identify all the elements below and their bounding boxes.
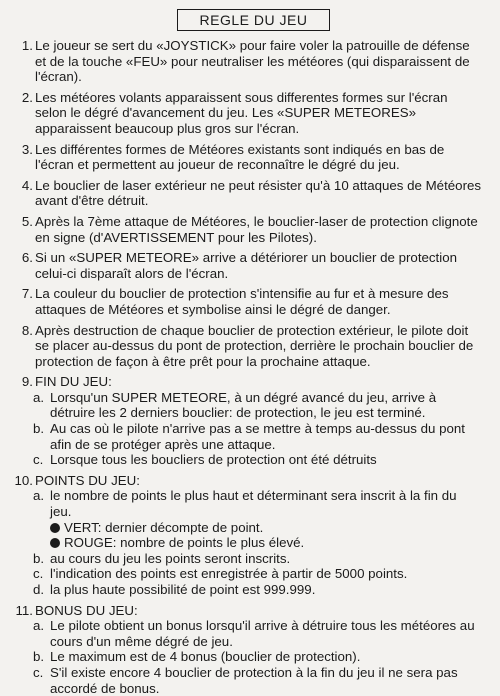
- sub-letter: c.: [33, 566, 44, 582]
- rule-number: 11.: [15, 602, 33, 618]
- rule-item-6: [0, 250, 500, 281]
- sub-item: [0, 421, 500, 452]
- rule-item-9: [0, 374, 500, 390]
- rule-number: 10.: [14, 472, 33, 488]
- rule-item-5: [0, 214, 500, 245]
- rule-text: Après destruction de chaque bouclier de protection extérieur, le pilote doit se placer au-dessus du pont de protection, derrière le prochain bouclier de protection de façon à être prêt pour la prochaine attaque.: [35, 322, 474, 369]
- section-heading: FIN DU JEU:: [35, 374, 112, 390]
- rule-item-1: [0, 38, 500, 85]
- rule-number: 9.: [21, 374, 33, 390]
- rule-item-3: [0, 142, 500, 173]
- sub-text: Le pilote obtient un bonus lorsqu'il arrive à détruire tous les météores au cours d'un même dégré de jeu.: [50, 618, 475, 649]
- sub-letter: b.: [33, 649, 45, 665]
- rule-number: 7.: [21, 286, 33, 302]
- bullet-dot-icon: [50, 538, 60, 548]
- rule-text: Les différentes formes de Météores existants sont indiqués en bas de l'écran et permettent au joueur de reconnaître le dégré du jeu.: [35, 141, 445, 173]
- rule-text: Le joueur se sert du «JOYSTICK» pour faire voler la patrouille de défense et de la touche «FEU» pour neutraliser les météores (qui disparaissent de l'écran).: [35, 38, 470, 85]
- sub-text: le nombre de points le plus haut et déterminant sera inscrit à la fin du jeu.: [50, 488, 457, 520]
- bullet-item-vert: [0, 520, 500, 536]
- sub-letter: c.: [33, 664, 44, 680]
- sub-text: Lorsque tous les boucliers de protection ont été détruits: [50, 452, 377, 468]
- rule-item-4: [0, 178, 500, 209]
- section-heading: BONUS DU JEU:: [35, 602, 138, 618]
- sub-letter: b.: [33, 550, 45, 566]
- rule-text: Après la 7ème attaque de Météores, le bouclier-laser de protection clignote en signe (d'AVERTISSEMENT pour les Pilotes).: [35, 213, 478, 245]
- sub-item: [0, 665, 500, 696]
- rules-list: [0, 38, 500, 696]
- sub-letter: c.: [33, 452, 44, 468]
- bullet-text: VERT: dernier décompte de point.: [64, 519, 264, 535]
- sub-item: [0, 488, 500, 519]
- sub-item: [0, 566, 500, 582]
- rule-number: 8.: [21, 322, 33, 338]
- rule-number: 6.: [21, 250, 33, 266]
- sub-text: Au cas où le pilote n'arrive pas a se mettre à temps au-dessus du pont afin de se protéger après une attaque.: [50, 421, 465, 452]
- sub-item: [0, 390, 500, 421]
- rule-number: 3.: [21, 141, 33, 157]
- rule-number: 1.: [21, 38, 33, 53]
- rule-text: Le bouclier de laser extérieur ne peut résister qu'à 10 attaques de Météores avant d'être détruit.: [35, 177, 482, 209]
- sub-text: Le maximum est de 4 bonus (bouclier de protection).: [50, 649, 361, 665]
- rule-number: 4.: [21, 177, 33, 193]
- sub-text: S'il existe encore 4 bouclier de protection à la fin du jeu il ne sera pas accordé de bonus.: [50, 664, 458, 696]
- bullet-dot-icon: [50, 523, 60, 533]
- sub-item: [0, 551, 500, 567]
- rule-number: 2.: [21, 89, 33, 105]
- sub-letter: a.: [33, 389, 45, 405]
- rule-item-7: [0, 286, 500, 317]
- rule-text: Si un «SUPER METEORE» arrive a détériorer un bouclier de protection celui-ci disparaît alors de l'écran.: [35, 250, 458, 281]
- sub-text: au cours du jeu les points seront inscrits.: [50, 550, 291, 566]
- rule-item-11: [0, 603, 500, 619]
- bullet-item-rouge: [0, 535, 500, 551]
- rule-text: La couleur du bouclier de protection s'intensifie au fur et à mesure des attaques de Météores et symbolise ainsi le dégré de danger.: [35, 286, 449, 317]
- sub-item: [0, 649, 500, 665]
- rule-number: 5.: [21, 213, 33, 229]
- sub-item: [0, 618, 500, 649]
- sub-text: l'indication des points est enregistrée à partir de 5000 points.: [50, 566, 408, 582]
- sub-item: [0, 452, 500, 468]
- sub-letter: b.: [33, 421, 45, 437]
- sub-text: Lorsqu'un SUPER METEORE, à un dégré avancé du jeu, arrive à détruire les 2 derniers bouclier: de protection, le jeu est terminé.: [50, 389, 437, 421]
- rule-text: Les météores volants apparaissent sous differentes formes sur l'écran selon le dégré d'avancement du jeu. Les «SUPER METEORES» apparaissent beaucoup plus gros sur l'écran.: [35, 89, 448, 136]
- sub-letter: a.: [33, 618, 45, 634]
- section-heading: POINTS DU JEU:: [35, 472, 140, 488]
- sub-letter: d.: [33, 582, 45, 597]
- rule-item-8: [0, 323, 500, 370]
- sub-text: la plus haute possibilité de point est 999.999.: [50, 582, 316, 597]
- bullet-text: ROUGE: nombre de points le plus élevé.: [64, 535, 305, 551]
- sub-letter: a.: [33, 488, 45, 504]
- page-title: REGLE DU JEU: [177, 9, 330, 31]
- rule-item-10: [0, 473, 500, 489]
- rule-item-2: [0, 90, 500, 137]
- sub-item: [0, 582, 500, 598]
